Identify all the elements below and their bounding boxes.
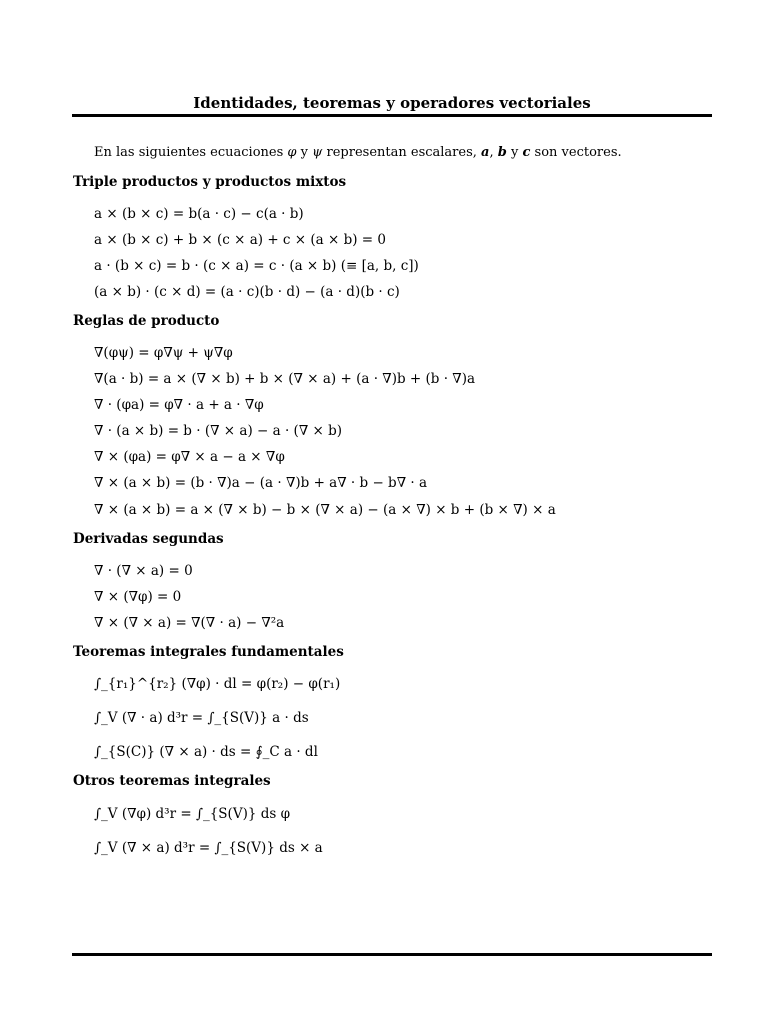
intro-y1: y (300, 145, 309, 160)
equation: ∇ · (∇ × a) = 0 (94, 563, 193, 579)
equation: ∫_V (∇ · a) d³r = ∫_{S(V)} a · ds (94, 710, 309, 726)
intro-mid: representan escalares, (326, 145, 477, 160)
equation: a · (b × c) = b · (c × a) = c · (a × b) (≡ [a, b, c]) (94, 258, 419, 274)
footer-rule (72, 953, 712, 956)
equation: ∇ × (∇ × a) = ∇(∇ · a) − ∇²a (94, 615, 285, 631)
section-title: Triple productos y productos mixtos (73, 174, 347, 190)
equation: ∇ × (∇φ) = 0 (94, 589, 182, 605)
equation: ∇(φψ) = φ∇ψ + ψ∇φ (94, 345, 233, 361)
section-title: Derivadas segundas (73, 531, 224, 547)
intro-sentence (94, 145, 622, 160)
equation: ∫_{r₁}^{r₂} (∇φ) · dl = φ(r₂) − φ(r₁) (94, 676, 341, 692)
intro-post: son vectores. (534, 145, 622, 160)
intro-psi: ψ (312, 145, 323, 160)
equation: ∫_V (∇ × a) d³r = ∫_{S(V)} ds × a (94, 840, 323, 856)
intro-a: a (481, 145, 490, 160)
section-title: Reglas de producto (73, 313, 220, 329)
equation: ∇ × (a × b) = a × (∇ × b) − b × (∇ × a) − (a × ∇) × b + (b × ∇) × a (94, 502, 556, 518)
intro-y2: y (510, 145, 519, 160)
equation: ∇ × (a × b) = (b · ∇)a − (a · ∇)b + a∇ · b − b∇ · a (94, 475, 428, 491)
equation: (a × b) · (c × d) = (a · c)(b · d) − (a · d)(b · c) (94, 284, 400, 300)
intro-b: b (497, 145, 507, 160)
header-rule (72, 114, 712, 117)
intro-pre: En las siguientes ecuaciones (94, 145, 284, 160)
intro-c: c (522, 145, 531, 160)
equation: a × (b × c) = b(a · c) − c(a · b) (94, 206, 304, 222)
intro-phi: φ (287, 145, 297, 160)
equation: ∇ · (φa) = φ∇ · a + a · ∇φ (94, 397, 264, 413)
equation: ∫_{S(C)} (∇ × a) · ds = ∮_C a · dl (94, 744, 318, 760)
intro-comma: , (489, 145, 494, 160)
equation: ∫_V (∇φ) d³r = ∫_{S(V)} ds φ (94, 806, 291, 822)
section-title: Otros teoremas integrales (73, 773, 271, 789)
page-header-title: Identidades, teoremas y operadores vectoriales (193, 94, 591, 112)
equation: ∇ × (φa) = φ∇ × a − a × ∇φ (94, 449, 285, 465)
equation: a × (b × c) + b × (c × a) + c × (a × b) = 0 (94, 232, 386, 248)
equation: ∇(a · b) = a × (∇ × b) + b × (∇ × a) + (a · ∇)b + (b · ∇)a (94, 371, 476, 387)
section-title: Teoremas integrales fundamentales (73, 644, 344, 660)
equation: ∇ · (a × b) = b · (∇ × a) − a · (∇ × b) (94, 423, 343, 439)
